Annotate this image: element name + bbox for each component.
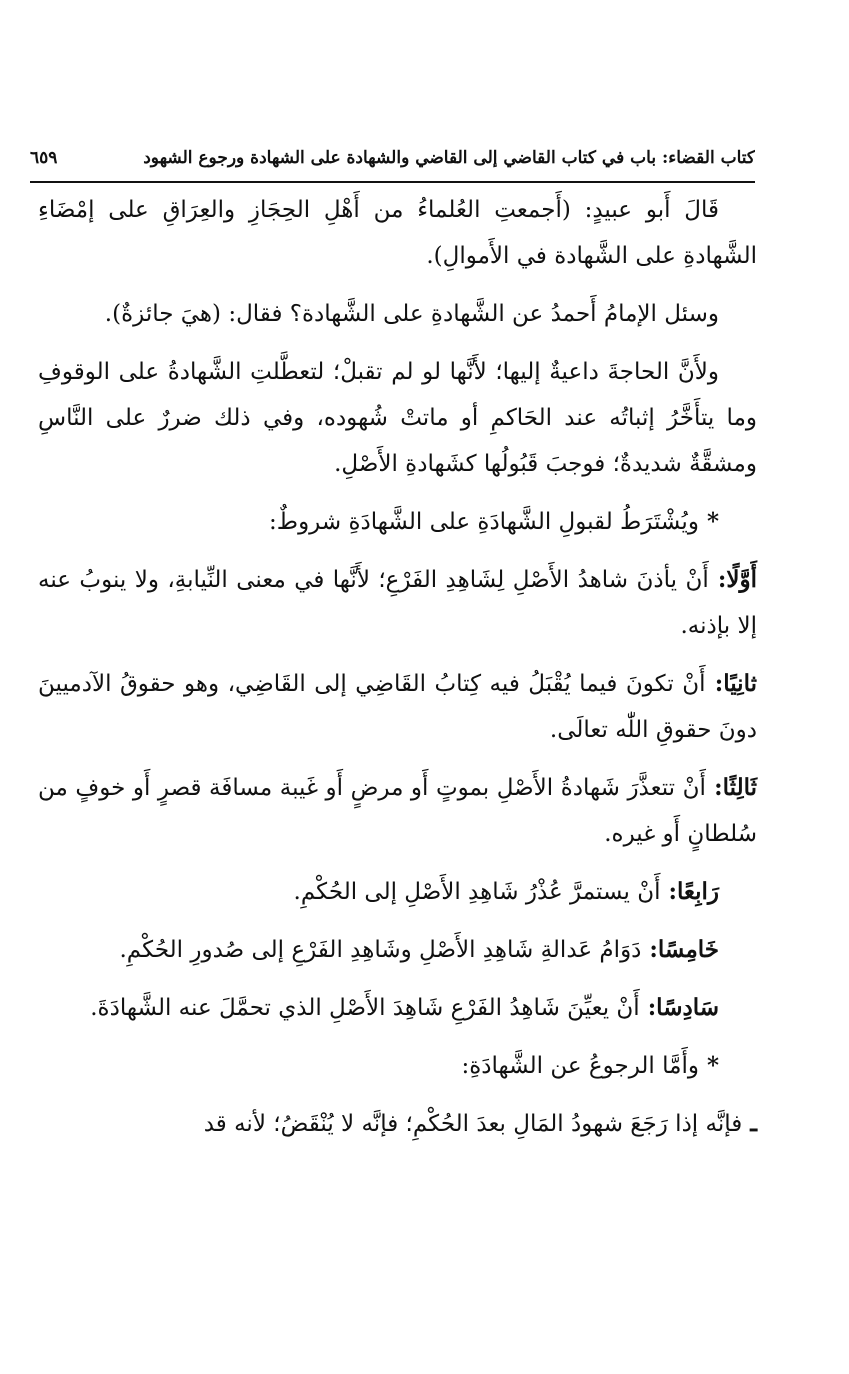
condition-text: أَنْ تتعذَّرَ شَهادةُ الأَصْلِ بموتٍ أَو مرضٍ أَو غَيبة مسافَة قصرٍ أَو خوفٍ من سُلطانٍ أَو غيره. [38,775,757,847]
paragraph-text: قَالَ أَبو عبيدٍ: (أَجمعتِ العُلماءُ من أَهْلِ الحِجَازِ والعِرَاقِ على إمْضَاءِ الشَّهادةِ على الشَّهادة في الأَموالِ). [38,197,757,269]
paragraph-conditions-heading [38,499,757,545]
paragraph-imam-ahmad [38,291,757,337]
condition-third [38,765,757,857]
condition-fourth [38,869,757,915]
condition-second [38,661,757,753]
paragraph-abu-ubaid-quote [38,187,757,279]
condition-first [38,557,757,649]
paragraph-text: فإنَّه إذا رَجَعَ شهودُ المَالِ بعدَ الحُكْمِ؛ فإنَّه لا يُنْقَضُ؛ لأنه قد [203,1111,743,1137]
page-number: ٦٥٩ [30,148,58,168]
asterisk-marker: * [698,1052,719,1079]
paragraph-text: وأَمَّا الرجوعُ عن الشَّهادَةِ: [461,1053,699,1079]
paragraph-need-reason [38,349,757,487]
header-divider [30,181,755,183]
page-body [38,187,757,1159]
condition-label: رَابِعًا: [660,878,719,905]
header-title: كتاب القضاء: باب في كتاب القاضي إلى القاضي والشهادة على الشهادة ورجوع الشهود [143,148,755,168]
condition-label: سَادِسًا: [639,994,719,1021]
condition-text: أَنْ يعيِّنَ شَاهِدُ الفَرْعِ شَاهِدَ الأَصْلِ الذي تحمَّلَ عنه الشَّهادَةَ. [90,995,640,1021]
condition-text: أَنْ تكونَ فيما يُقْبَلُ فيه كِتابُ القَاضِي إلى القَاضِي، وهو حقوقُ الآدميينَ دونَ حقوقِ اللّٰه تعالَى. [38,671,757,743]
condition-label: أَوَّلًا: [708,566,757,593]
condition-fifth [38,927,757,973]
paragraph-retraction-heading [38,1043,757,1089]
paragraph-text: ولأَنَّ الحاجةَ داعيةٌ إليها؛ لأَنَّها لو لم تقبلْ؛ لتعطَّلتِ الشَّهادةُ على الوقوفِ وما يتأَخَّرُ إثباتُه عند الحَاكمِ أو ماتتْ شُهوده، وفي ذلك ضررٌ على النَّاسِ ومشقَّةٌ شديدةٌ؛ فوجبَ قَبُولُها كشَهادةِ الأَصْلِ. [38,359,757,477]
condition-text: دَوَامُ عَدالةِ شَاهِدِ الأَصْلِ وشَاهِدِ الفَرْعِ إلى صُدورِ الحُكْمِ. [119,937,642,963]
condition-text: أَنْ يستمرَّ عُذْرُ شَاهِدِ الأَصْلِ إلى الحُكْمِ. [293,879,661,905]
condition-text: أَنْ يأذنَ شاهدُ الأَصْلِ لِشَاهِدِ الفَرْعِ؛ لأَنَّها في معنى النِّيابةِ، ولا ينوبُ عنه إلا بإذنه. [38,567,757,639]
running-header [30,138,755,178]
condition-label: ثانِيًا: [705,670,757,697]
asterisk-marker: * [698,508,719,535]
dash-marker: ـ [742,1110,757,1137]
paragraph-retraction-rule [38,1101,757,1147]
condition-label: خَامِسًا: [641,936,719,963]
condition-label: ثَالِثًا: [705,774,757,801]
paragraph-text: وسئل الإمامُ أَحمدُ عن الشَّهادةِ على الشَّهادة؟ فقال: (هيَ جائزةٌ). [104,301,719,327]
paragraph-text: ويُشْتَرَطُ لقبولِ الشَّهادَةِ على الشَّهادَةِ شروطٌ: [269,509,699,535]
condition-sixth [38,985,757,1031]
